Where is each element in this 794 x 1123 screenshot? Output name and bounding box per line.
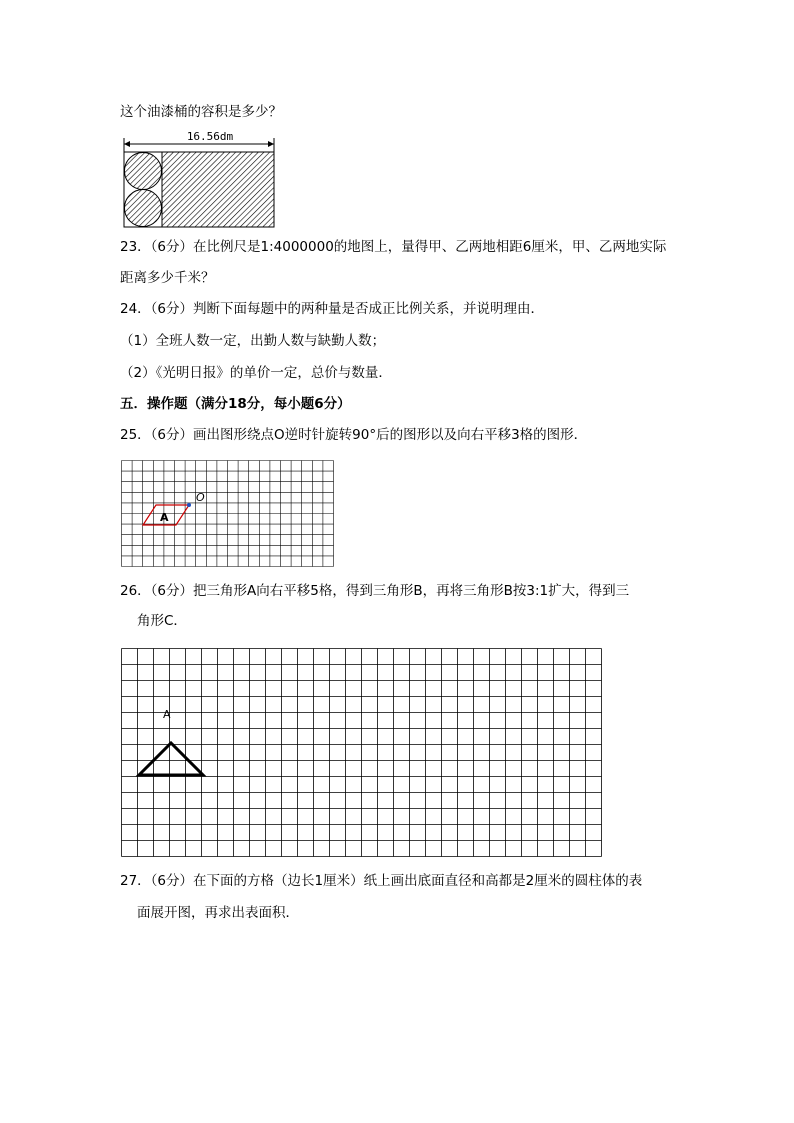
q27-line1: 27．（6分）在下面的方格（边长1厘米）纸上画出底面直径和高都是2厘米的圆柱体的表 xyxy=(120,873,643,889)
q26-line2: 角形C． xyxy=(137,613,187,629)
paint-bucket-figure xyxy=(118,128,280,230)
dimension-arrow-left xyxy=(124,141,130,147)
q25-grid-lines xyxy=(122,461,334,567)
q26-label-A: A xyxy=(163,708,171,721)
dimension-label: 16.56dm xyxy=(186,130,234,143)
q23-line1: 23．（6分）在比例尺是1:4000000的地图上，量得甲、乙两地相距6厘米，甲、乙两地实际 xyxy=(120,239,667,255)
hatched-rectangle xyxy=(162,152,274,227)
q23-line2: 距离多少千米？ xyxy=(120,270,215,286)
dimension-arrow-right xyxy=(268,141,274,147)
q26-grid-lines xyxy=(122,649,602,857)
circle-bottom xyxy=(125,190,162,227)
section5-heading: 五．操作题（满分18分，每小题6分） xyxy=(120,396,351,412)
point-O-dot xyxy=(187,503,191,507)
q25-label-O: O xyxy=(196,491,205,504)
intro-question: 这个油漆桶的容积是多少？ xyxy=(120,104,282,120)
q25-line1: 25．（6分）画出图形绕点O逆时针旋转90°后的图形以及向右平移3格的图形． xyxy=(120,427,588,443)
q25-grid-figure xyxy=(121,460,337,568)
q26-grid-figure xyxy=(121,648,613,859)
q26-line1: 26．（6分）把三角形A向右平移5格，得到三角形B，再将三角形B按3:1扩大，得到三 xyxy=(120,583,630,599)
q25-label-A: A xyxy=(160,511,169,524)
q24-item2: （2）《光明日报》的单价一定，总价与数量． xyxy=(120,365,392,381)
triangle-A xyxy=(139,743,203,775)
q24-line1: 24．（6分）判断下面每题中的两种量是否成正比例关系，并说明理由． xyxy=(120,301,545,317)
q27-line2: 面展开图，再求出表面积． xyxy=(137,905,299,921)
circle-top xyxy=(125,153,162,190)
q24-item1: （1）全班人数一定，出勤人数与缺勤人数； xyxy=(120,333,386,349)
